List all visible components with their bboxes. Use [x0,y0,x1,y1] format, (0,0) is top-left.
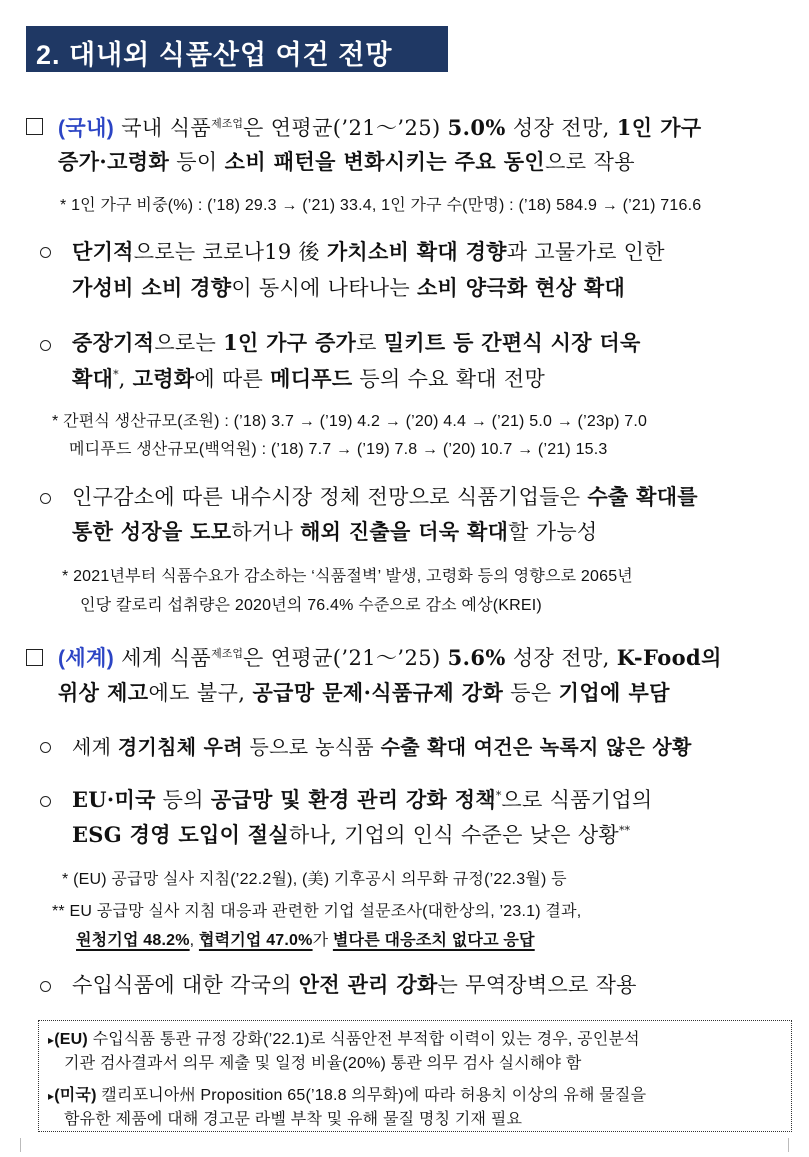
global-bullet-1 [72,731,692,760]
page-corner-mark [6,1138,21,1152]
section-title: 2. 대내외 식품산업 여건 전망 [36,40,393,70]
checkbox-bullet [26,649,43,666]
bold-text: 수출 확대 여건은 녹록지 않은 상황 [380,735,692,759]
text: 등이 [169,150,225,174]
bold-text: 5.0% [447,115,506,140]
global-tag: (세계) [58,647,115,670]
domestic-bullet-2-line-1 [72,327,641,357]
circle-bullet [40,340,51,351]
bold-text: 수출 확대를 [587,484,698,509]
bold-text: 원청기업 48.2% [76,932,190,949]
domestic-bullet-3-note-1: * 2021년부터 식품수요가 감소하는 ‘식품절벽’ 발생, 고령화 등의 영향으로 2065년 [62,568,633,585]
domestic-bullet-2-note-2: 메디푸드 생산규모(백억원) : (’18) 7.7 → (’19) 7.8 → (’20) 10.7 → (’21) 15.3 [69,441,608,458]
bold-text: 고령화 [132,366,195,391]
bold-text: 별다른 대응조치 없다고 응답 [332,932,535,949]
global-bullet-3 [72,969,637,999]
superscript: 제조업 [211,647,243,660]
domestic-bullet-1-line-2 [72,272,625,302]
box-us-line-2: 함유한 제품에 대해 경고문 라벨 부착 및 유해 물질 명칭 기재 필요 [64,1111,523,1128]
domestic-bullet-3-line-2 [72,516,598,546]
text: 에도 불구, [148,681,253,705]
triangle-bullet-icon: ▸ [48,1033,55,1047]
superscript: ** [619,824,631,837]
bold-text: K-Food의 [616,645,722,670]
text: 수입식품에 대한 각국의 [72,973,299,997]
page-corner-mark [788,1138,803,1152]
text: 등으로 농식품 [242,735,381,759]
text: 성장 전망, [505,116,617,140]
superscript: * [113,368,119,381]
text: 인구감소에 따른 내수시장 정체 전망으로 식품기업들은 [72,485,588,509]
bold-text: 가치소비 확대 경향 [326,239,507,264]
domestic-note: * 1인 가구 비중(%) : (’18) 29.3 → (’21) 33.4, 1인 가구 수(만명) : (’18) 584.9 → (’21) 716.6 [60,197,702,214]
superscript: 제조업 [211,117,243,130]
domestic-line-2 [58,146,635,176]
bold-text: 밀키트 등 간편식 시장 더욱 [383,330,641,355]
box-us-line-1 [48,1082,646,1105]
text: 으로 작용 [545,150,635,174]
text: 국내 식품 [114,116,212,140]
text: , [118,367,133,391]
bold-text: 확대 [72,366,114,391]
text: 으로는 [154,331,224,355]
text: , [189,932,199,949]
text: 캘리포니아州 Proposition 65(’18.8 의무화)에 따라 허용치 이상의 유해 물질을 [96,1087,647,1104]
circle-bullet [40,981,51,992]
global-bullet-2-note-1: * (EU) 공급망 실사 지침(’22.2월), (美) 기후공시 의무화 규정(’22.3월) 등 [62,871,567,888]
bold-text: 가성비 소비 경향 [72,275,232,300]
bold-text: (미국) [54,1087,97,1104]
global-line-2 [58,677,670,707]
text: 하거나 [231,520,301,544]
text: 등은 [503,681,559,705]
bold-text: 공급망 문제·식품규제 강화 [252,680,504,705]
bold-text: 통한 성장을 도모 [72,519,232,544]
circle-bullet [40,796,51,807]
text: 세계 식품 [114,646,212,670]
domestic-bullet-1-line-1 [72,236,665,266]
circle-bullet [40,247,51,258]
text: 이 동시에 나타나는 [231,276,417,300]
circle-bullet [40,742,51,753]
bold-text: 경기침체 우려 [117,735,243,759]
text: 은 연평균(’21～’25) [242,646,448,670]
bold-text: 메디푸드 [270,366,353,391]
bold-text: 소비 패턴을 변화시키는 주요 동인 [224,149,546,174]
global-bullet-2-line-2 [72,819,630,849]
bold-text: 증가·고령화 [58,149,170,174]
bold-text: 5.6% [447,645,506,670]
bold-text: 중장기적 [72,330,155,355]
box-eu-line-2: 기관 검사결과서 의무 제출 및 일정 비율(20%) 통관 의무 검사 실시해야 함 [64,1055,582,1072]
domestic-bullet-2-note-1: * 간편식 생산규모(조원) : (’18) 3.7 → (’19) 4.2 → (’20) 4.4 → (’21) 5.0 → (’23p) 7.0 [52,413,648,430]
text: 할 가능성 [508,520,598,544]
checkbox-bullet [26,118,43,135]
text: 에 따른 [194,367,271,391]
bold-text: 안전 관리 강화 [298,972,438,997]
text: 는 무역장벽으로 작용 [437,973,637,997]
global-bullet-2-line-1 [72,784,653,814]
domestic-bullet-3-line-1 [72,481,698,511]
text: 등의 [155,788,211,812]
triangle-bullet-icon: ▸ [48,1089,55,1103]
text: 가 [312,932,333,949]
domestic-line-1 [58,112,702,142]
text: 수입식품 통관 규정 강화(’22.1)로 식품안전 부적합 이력이 있는 경우, 공인분석 [87,1031,640,1048]
domestic-bullet-3-note-2: 인당 칼로리 섭취량은 2020년의 76.4% 수준으로 감소 예상(KREI) [80,597,542,614]
text: 과 고물가로 인한 [506,240,665,264]
bold-text: 기업에 부담 [558,680,670,705]
text: 은 연평균(’21～’25) [242,116,448,140]
bold-text: 소비 양극화 현상 확대 [416,275,626,300]
domestic-bullet-2-line-2 [72,363,545,393]
superscript: * [495,789,502,802]
bold-text: 단기적 [72,239,134,264]
bold-text: 1인 가구 [616,115,702,140]
bold-text: 위상 제고 [58,680,149,705]
text: 로 [356,331,384,355]
bold-text: 1인 가구 증가 [223,330,357,355]
bold-text: EU·미국 [72,787,156,812]
global-line-1 [58,642,722,672]
bold-text: 공급망 및 환경 관리 강화 정책 [210,787,496,812]
bold-text: (EU) [54,1031,88,1048]
text: 하나, 기업의 인식 수준은 낮은 상황 [288,823,620,847]
domestic-tag: (국내) [58,117,115,140]
text: 성장 전망, [505,646,617,670]
text: 세계 [72,735,118,759]
bold-text: 해외 진출을 더욱 확대 [300,519,509,544]
bold-text: 협력기업 47.0% [198,932,313,949]
global-bullet-2-note-2: ** EU 공급망 실사 지침 대응과 관련한 기업 설문조사(대한상의, ’23.1) 결과, [52,903,582,920]
bold-text: ESG 경영 도입이 절실 [72,822,289,847]
global-bullet-2-note-3 [76,927,535,950]
text: 으로 식품기업의 [501,788,653,812]
text: 등의 수요 확대 전망 [352,367,546,391]
box-eu-line-1 [48,1026,640,1049]
circle-bullet [40,493,51,504]
text: 으로는 코로나19 後 [133,240,327,264]
